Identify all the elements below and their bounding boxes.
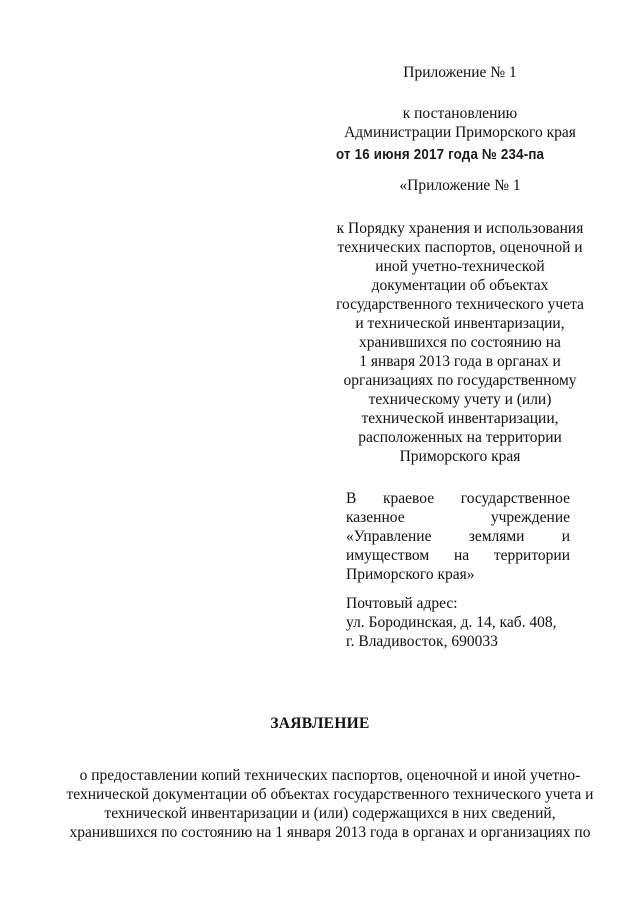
procedure-title-line: технических паспортов, оценочной и [337,239,583,256]
procedure-title-line: техническому учету и (или) [368,391,552,408]
procedure-title [330,219,590,466]
resolution-reference [330,104,590,142]
resolution-reference-line: Администрации Приморского края [344,124,576,141]
procedure-title-line: к Порядку хранения и использования [336,220,584,237]
addressee-line: В краевое государственное [346,490,570,507]
appendix-number: Приложение № 1 [403,64,517,81]
statement-title: ЗАЯВЛЕНИЕ [270,715,370,732]
procedure-title-line: иной учетно-технической [375,258,545,275]
postal-address-block [346,594,586,651]
statement-subject [60,766,600,842]
statement-subject-line: технической документации об объектах государственного технического учета и [66,786,594,803]
procedure-title-line: документации об объектах [371,277,549,294]
addressee-line: Приморского края» [346,566,475,583]
postal-address-street: ул. Бородинская, д. 14, каб. 408, [346,614,557,631]
addressee-line: имуществом на территории [346,547,570,564]
procedure-title-line: Приморского края [399,448,521,465]
procedure-title-line: технической инвентаризации, [361,410,559,427]
procedure-title-line: государственного технического учета [336,296,584,313]
procedure-title-line: и технической инвентаризации, [355,315,565,332]
postal-address-city: г. Владивосток, 690033 [346,633,498,650]
procedure-title-line: расположенных на территории [358,429,562,446]
postal-address-label: Почтовый адрес: [346,595,458,612]
statement-subject-line: технической инвентаризации и (или) содержащихся в них сведений, [104,805,556,822]
procedure-title-line: организациях по государственному [343,372,577,389]
statement-subject-line: хранившихся по состоянию на 1 января 2013 года в органах и организациях по [69,824,591,841]
resolution-reference-line: к постановлению [402,105,518,122]
resolution-date-stamp: от 16 июня 2017 года № 234-па [336,147,545,163]
addressee-block [346,489,570,584]
procedure-title-line: 1 января 2013 года в органах и [359,353,561,370]
appendix-quote: «Приложение № 1 [399,177,521,194]
procedure-title-line: хранившихся по состоянию на [359,334,561,351]
addressee-line: казенное учреждение [346,509,570,526]
statement-subject-line: о предоставлении копий технических паспортов, оценочной и иной учетно- [79,767,581,784]
addressee-line: «Управление землями и [346,528,570,545]
